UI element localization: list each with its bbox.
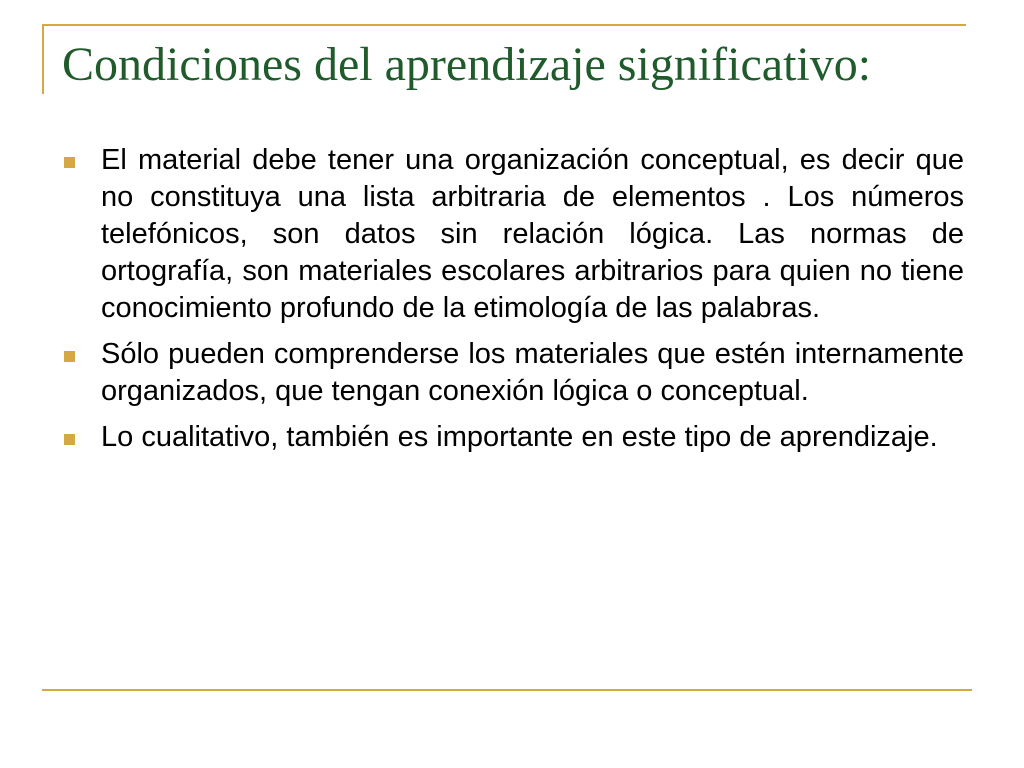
frame-left-line bbox=[42, 24, 44, 94]
bullet-text: El material debe tener una organización conceptual, es decir que no constituya una lista arbitraria de elementos . Los números telefónicos, son datos sin relación lógica. Las normas de ortografía, son materiales escolares arbitrarios para quien no tiene conocimiento profundo de la etimología de las palabras. bbox=[101, 144, 964, 324]
bullet-item bbox=[62, 419, 964, 456]
bullet-list bbox=[62, 142, 964, 465]
slide-title: Condiciones del aprendizaje significativo: bbox=[62, 38, 872, 91]
square-bullet-icon bbox=[64, 157, 75, 168]
bullet-text: Lo cualitativo, también es importante en este tipo de aprendizaje. bbox=[101, 421, 938, 453]
frame-top-line bbox=[42, 24, 966, 26]
bullet-text: Sólo pueden comprenderse los materiales que estén internamente organizados, que tengan conexión lógica o conceptual. bbox=[101, 338, 964, 407]
square-bullet-icon bbox=[64, 434, 75, 445]
square-bullet-icon bbox=[64, 351, 75, 362]
bullet-item bbox=[62, 336, 964, 410]
frame-bottom-line bbox=[42, 689, 972, 691]
bullet-item bbox=[62, 142, 964, 327]
